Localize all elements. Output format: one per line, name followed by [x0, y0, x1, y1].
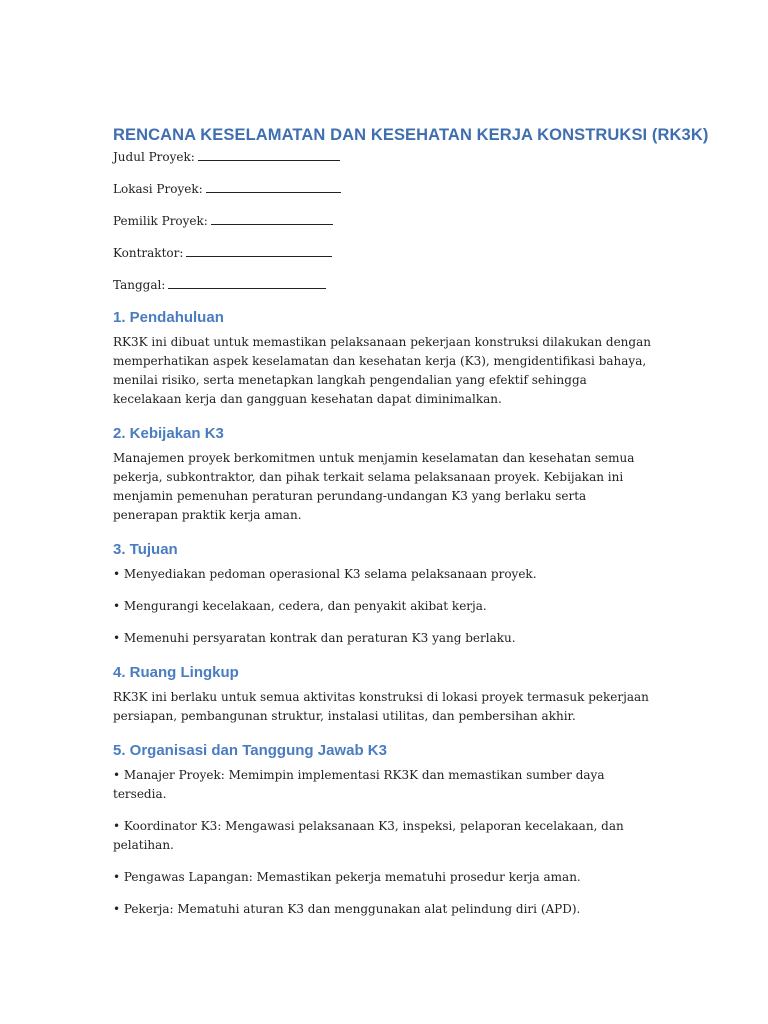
- blank-line: [206, 181, 341, 193]
- field-label: Pemilik Proyek:: [113, 214, 208, 228]
- document-title: RENCANA KESELAMATAN DAN KESEHATAN KERJA KONSTRUKSI (RK3K): [113, 126, 709, 144]
- project-info-fields: [113, 149, 653, 293]
- section-paragraph: RK3K ini dibuat untuk memastikan pelaksanaan pekerjaan konstruksi dilakukan dengan memperhatikan aspek keselamatan dan kesehatan kerja (K3), mengidentifikasi bahaya, menilai risiko, serta menetapkan langkah pengendalian yang efektif sehingga kecelakaan kerja dan gangguan kesehatan dapat diminimalkan.: [113, 335, 651, 406]
- blank-line: [168, 277, 326, 289]
- field-judul-proyek: [113, 149, 653, 165]
- field-kontraktor: [113, 245, 653, 261]
- section-heading: 2. Kebijakan K3: [113, 425, 224, 442]
- field-label: Kontraktor:: [113, 246, 184, 260]
- section-heading: 1. Pendahuluan: [113, 309, 224, 326]
- document-page: [113, 126, 709, 919]
- list-item: • Mengurangi kecelakaan, cedera, dan penyakit akibat kerja.: [113, 599, 487, 613]
- list-item: • Pengawas Lapangan: Memastikan pekerja mematuhi prosedur kerja aman.: [113, 870, 581, 884]
- section-heading: 4. Ruang Lingkup: [113, 664, 239, 681]
- field-label: Lokasi Proyek:: [113, 182, 203, 196]
- field-lokasi-proyek: [113, 181, 653, 197]
- section-paragraph: Manajemen proyek berkomitmen untuk menjamin keselamatan dan kesehatan semua pekerja, subkontraktor, dan pihak terkait selama pelaksanaan proyek. Kebijakan ini menjamin pemenuhan peraturan perundang-undangan K3 yang berlaku serta penerapan praktik kerja aman.: [113, 451, 635, 522]
- field-label: Tanggal:: [113, 278, 166, 292]
- section-tujuan: [113, 541, 653, 648]
- section-heading: 3. Tujuan: [113, 541, 178, 558]
- list-item: • Manajer Proyek: Memimpin implementasi RK3K dan memastikan sumber daya tersedia.: [113, 768, 605, 801]
- blank-line: [198, 149, 340, 161]
- list-item: • Koordinator K3: Mengawasi pelaksanaan K3, inspeksi, pelaporan kecelakaan, dan pelatihan.: [113, 819, 624, 852]
- blank-line: [186, 245, 332, 257]
- list-item: • Pekerja: Mematuhi aturan K3 dan menggunakan alat pelindung diri (APD).: [113, 902, 581, 916]
- field-pemilik-proyek: [113, 213, 653, 229]
- section-organisasi: [113, 742, 653, 919]
- list-item: • Memenuhi persyaratan kontrak dan peraturan K3 yang berlaku.: [113, 631, 516, 645]
- section-ruang-lingkup: [113, 664, 653, 726]
- blank-line: [211, 213, 333, 225]
- section-heading: 5. Organisasi dan Tanggung Jawab K3: [113, 742, 387, 759]
- list-item: • Menyediakan pedoman operasional K3 selama pelaksanaan proyek.: [113, 567, 537, 581]
- field-label: Judul Proyek:: [113, 150, 195, 164]
- field-tanggal: [113, 277, 653, 293]
- section-pendahuluan: [113, 309, 653, 409]
- section-kebijakan: [113, 425, 653, 525]
- section-paragraph: RK3K ini berlaku untuk semua aktivitas konstruksi di lokasi proyek termasuk pekerjaan persiapan, pembangunan struktur, instalasi utilitas, dan pembersihan akhir.: [113, 690, 649, 723]
